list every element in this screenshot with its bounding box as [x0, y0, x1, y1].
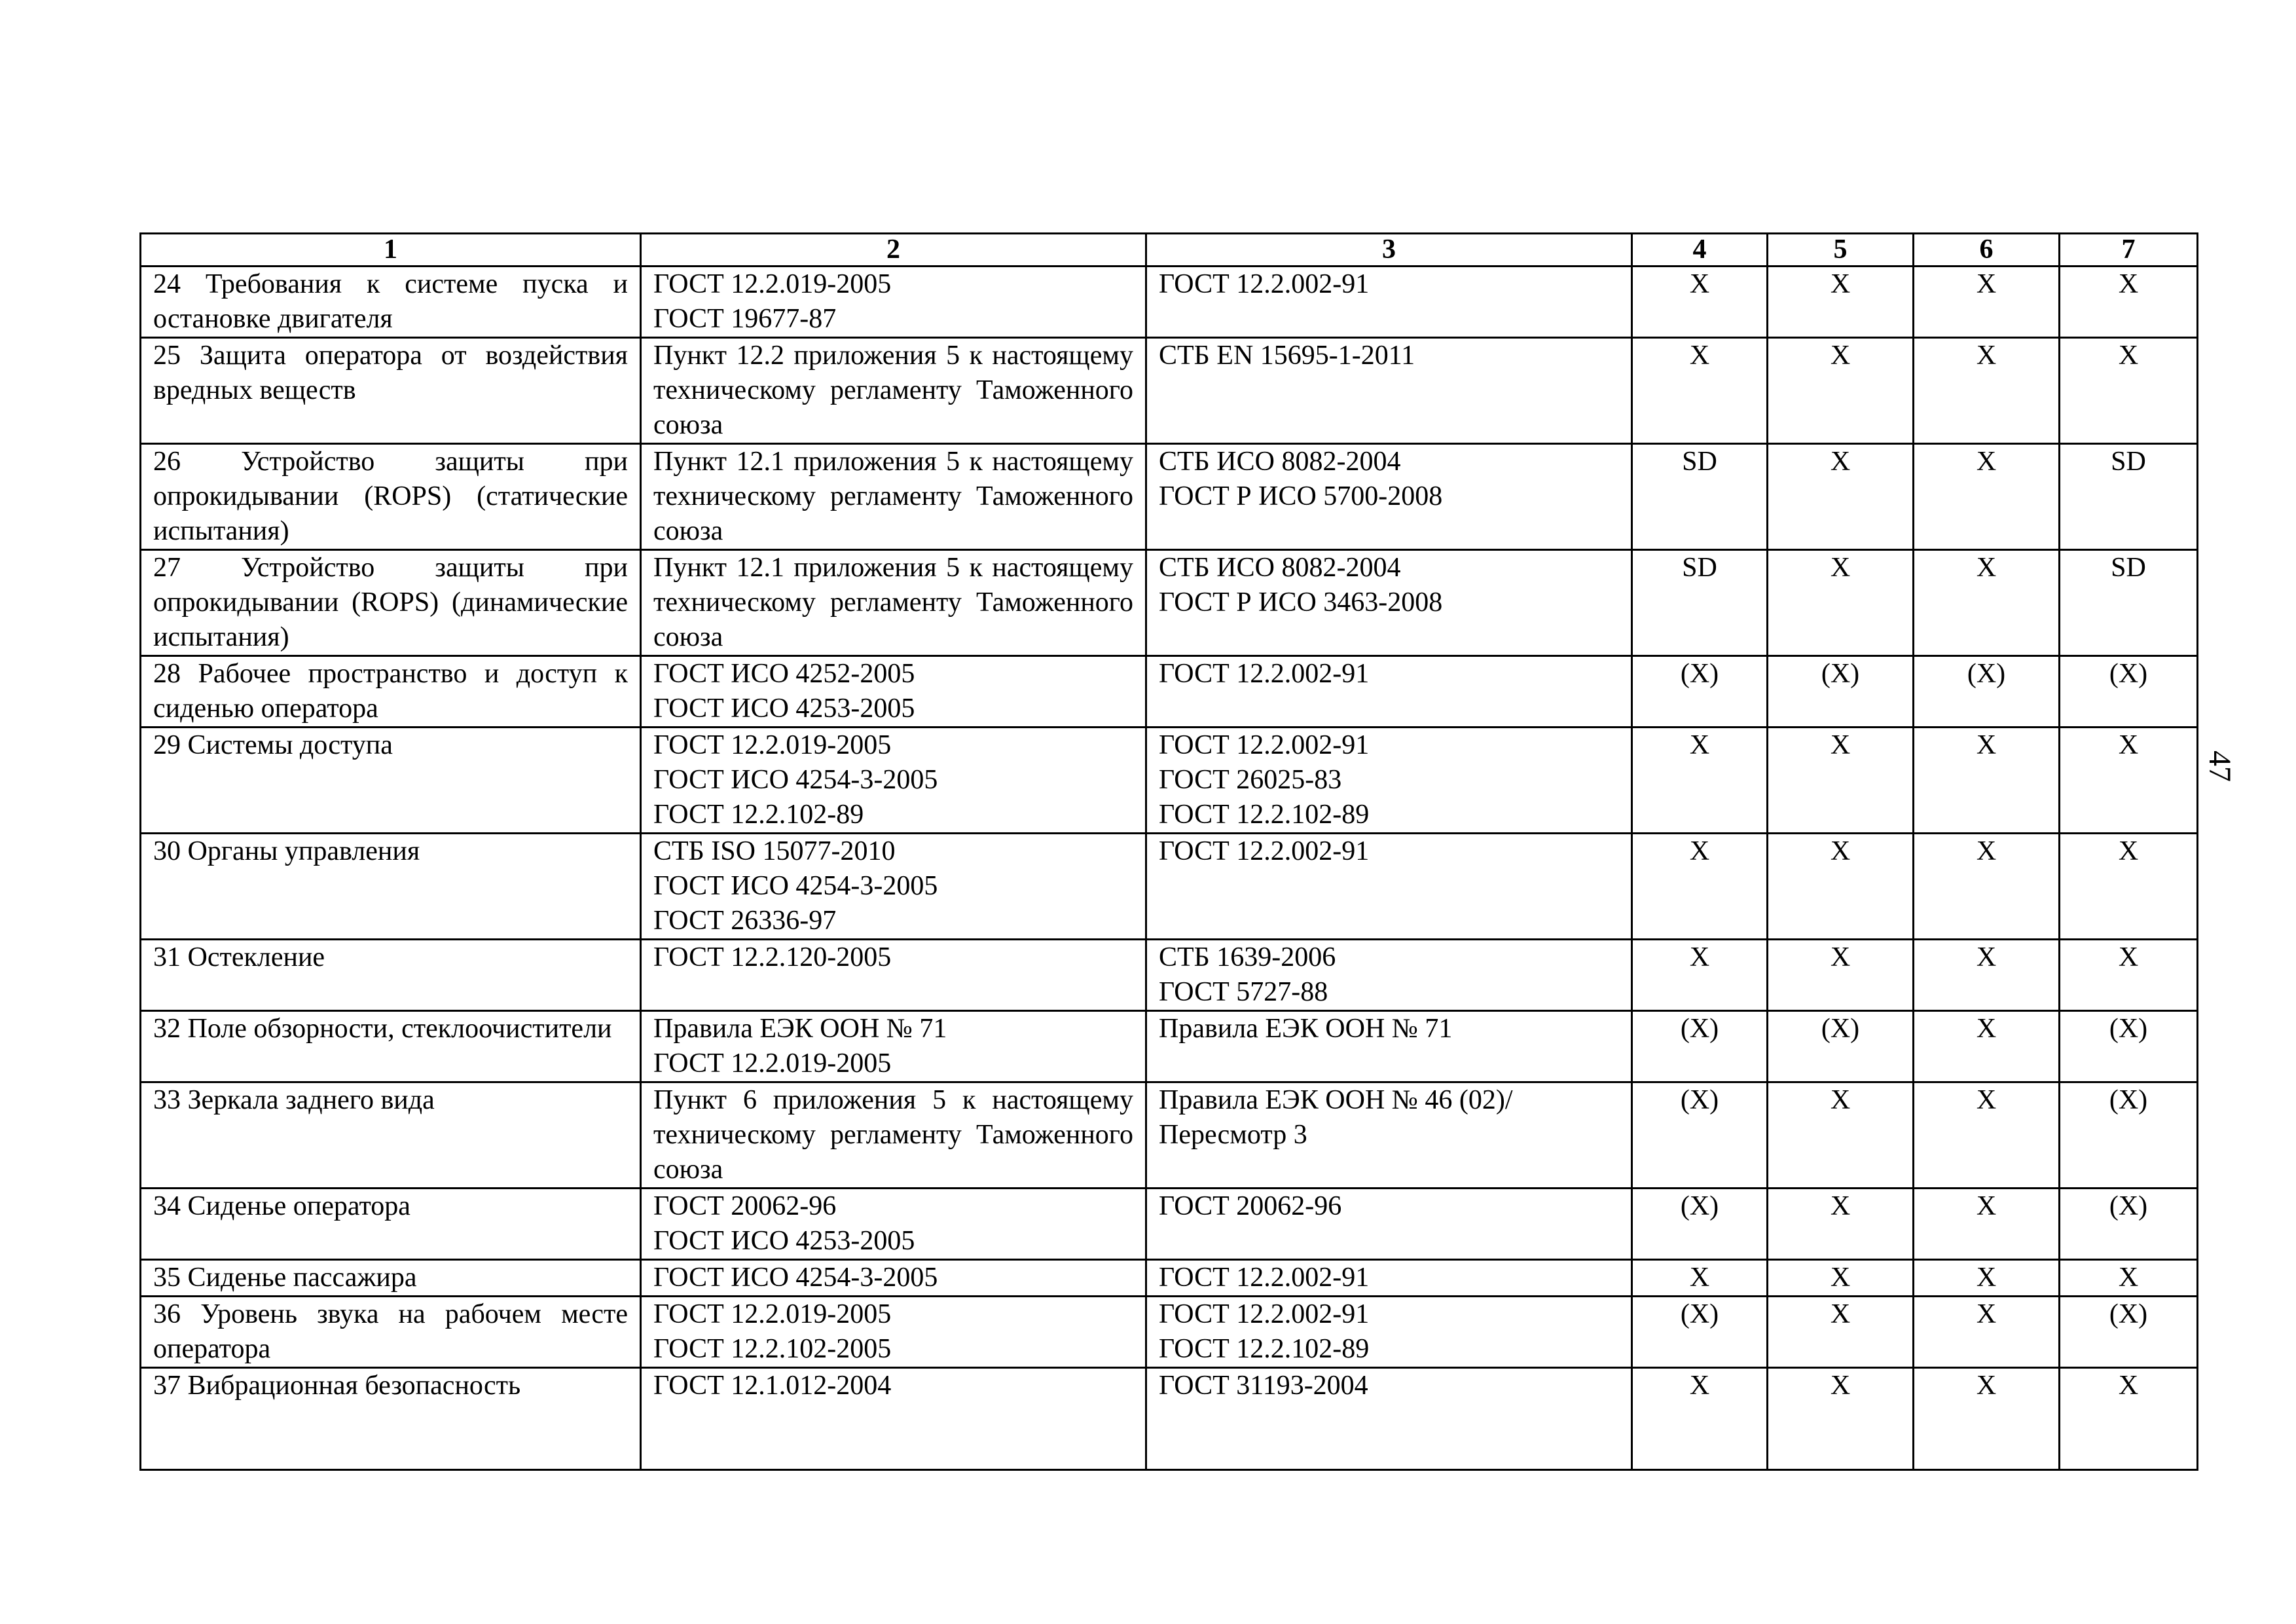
test-method-doc-line: ГОСТ 12.2.002-91: [1159, 659, 1370, 689]
requirement-doc-line: ГОСТ ИСО 4254-3-2005: [653, 1263, 938, 1293]
requirement-doc-line: ГОСТ ИСО 4254-3-2005: [653, 765, 938, 795]
test-method-doc-line: ГОСТ 5727-88: [1159, 977, 1328, 1007]
test-method-docs-cell: [1146, 1368, 1632, 1470]
test-method-docs-cell: [1146, 338, 1632, 444]
requirement-doc-line: ГОСТ 12.2.102-89: [653, 800, 864, 830]
parameter-name-cell: 33 Зеркала заднего вида: [141, 1082, 641, 1189]
applicability-cell-6: X: [1914, 940, 2060, 1011]
applicability-cell-5: (X): [1768, 1011, 1914, 1082]
applicability-cell-7: SD: [2060, 550, 2198, 656]
applicability-cell-4: (X): [1632, 1082, 1768, 1189]
applicability-cell-4: X: [1632, 338, 1768, 444]
table-row: [141, 1368, 2198, 1470]
requirement-docs-cell: [641, 656, 1146, 728]
test-method-doc-line: ГОСТ 12.2.002-91: [1159, 269, 1370, 299]
applicability-cell-7: (X): [2060, 1011, 2198, 1082]
applicability-cell-6: X: [1914, 1297, 2060, 1368]
applicability-cell-5: X: [1768, 1368, 1914, 1470]
table-body: [141, 267, 2198, 1470]
requirement-doc-line: ГОСТ ИСО 4253-2005: [653, 693, 915, 724]
test-method-docs-cell: [1146, 267, 1632, 338]
test-method-docs-cell: [1146, 1260, 1632, 1297]
applicability-cell-7: X: [2060, 1368, 2198, 1470]
test-method-doc-line: Правила ЕЭК ООН № 46 (02)/ Пересмотр 3: [1159, 1085, 1513, 1150]
col-header-3: 3: [1146, 234, 1632, 267]
table-row: [141, 1260, 2198, 1297]
applicability-cell-7: (X): [2060, 656, 2198, 728]
applicability-cell-5: X: [1768, 940, 1914, 1011]
applicability-cell-7: SD: [2060, 444, 2198, 550]
requirement-doc-line: ГОСТ 12.2.019-2005: [653, 1048, 892, 1079]
requirements-table: [139, 232, 2198, 1471]
requirement-doc-line: ГОСТ 12.1.012-2004: [653, 1371, 892, 1401]
applicability-cell-4: SD: [1632, 550, 1768, 656]
parameter-name-cell: 30 Органы управления: [141, 834, 641, 940]
applicability-cell-4: SD: [1632, 444, 1768, 550]
applicability-cell-6: X: [1914, 834, 2060, 940]
requirement-docs-cell: [641, 1189, 1146, 1260]
test-method-doc-line: ГОСТ 12.2.002-91: [1159, 1263, 1370, 1293]
requirement-doc-line: ГОСТ 12.2.102-2005: [653, 1334, 892, 1364]
applicability-cell-7: X: [2060, 940, 2198, 1011]
applicability-cell-5: X: [1768, 1260, 1914, 1297]
requirement-docs-cell: [641, 940, 1146, 1011]
applicability-cell-7: X: [2060, 728, 2198, 834]
test-method-docs-cell: [1146, 1011, 1632, 1082]
parameter-name-cell: 25 Защита оператора от воздействия вредных веществ: [141, 338, 641, 444]
table-row: [141, 267, 2198, 338]
applicability-cell-6: X: [1914, 550, 2060, 656]
table-row: [141, 338, 2198, 444]
applicability-cell-6: X: [1914, 728, 2060, 834]
table-row: [141, 1189, 2198, 1260]
applicability-cell-4: (X): [1632, 1189, 1768, 1260]
applicability-cell-5: X: [1768, 267, 1914, 338]
parameter-name-cell: 29 Системы доступа: [141, 728, 641, 834]
table-row: [141, 1011, 2198, 1082]
applicability-cell-7: X: [2060, 338, 2198, 444]
requirement-docs-cell: [641, 267, 1146, 338]
parameter-name-cell: 26 Устройство защиты при опрокидывании (ROPS) (статические испытания): [141, 444, 641, 550]
table-row: [141, 444, 2198, 550]
test-method-docs-cell: [1146, 444, 1632, 550]
table-row: [141, 656, 2198, 728]
requirement-doc-line: ГОСТ ИСО 4254-3-2005: [653, 871, 938, 901]
applicability-cell-7: X: [2060, 1260, 2198, 1297]
test-method-doc-line: ГОСТ 12.2.102-89: [1159, 1334, 1370, 1364]
requirement-docs-cell: [641, 1260, 1146, 1297]
requirement-docs-cell: [641, 550, 1146, 656]
table-row: [141, 940, 2198, 1011]
requirement-doc-line: ГОСТ 12.2.120-2005: [653, 942, 892, 972]
parameter-name-cell: 36 Уровень звука на рабочем месте оператора: [141, 1297, 641, 1368]
requirement-doc-line: ГОСТ 12.2.019-2005: [653, 269, 892, 299]
applicability-cell-5: X: [1768, 550, 1914, 656]
col-header-2: 2: [641, 234, 1146, 267]
requirement-doc-line: ГОСТ 20062-96: [653, 1191, 837, 1221]
applicability-cell-6: X: [1914, 338, 2060, 444]
applicability-cell-4: X: [1632, 834, 1768, 940]
applicability-cell-4: (X): [1632, 1011, 1768, 1082]
test-method-docs-cell: [1146, 834, 1632, 940]
page-number: 47: [2202, 750, 2237, 782]
requirement-doc-line: ГОСТ 19677-87: [653, 304, 837, 334]
requirement-doc-line: Пункт 12.2 приложения 5 к настоящему техническому регламенту Таможенного союза: [653, 341, 1133, 440]
applicability-cell-5: (X): [1768, 656, 1914, 728]
applicability-cell-6: X: [1914, 1011, 2060, 1082]
table-row: [141, 550, 2198, 656]
test-method-doc-line: ГОСТ 31193-2004: [1159, 1371, 1368, 1401]
test-method-doc-line: ГОСТ Р ИСО 3463-2008: [1159, 587, 1443, 618]
test-method-doc-line: ГОСТ Р ИСО 5700-2008: [1159, 481, 1443, 511]
applicability-cell-5: X: [1768, 1189, 1914, 1260]
applicability-cell-7: (X): [2060, 1189, 2198, 1260]
requirement-docs-cell: [641, 1011, 1146, 1082]
applicability-cell-5: X: [1768, 444, 1914, 550]
applicability-cell-4: X: [1632, 728, 1768, 834]
test-method-doc-line: СТБ EN 15695-1-2011: [1159, 341, 1415, 371]
test-method-doc-line: ГОСТ 12.2.002-91: [1159, 730, 1370, 760]
applicability-cell-4: (X): [1632, 1297, 1768, 1368]
test-method-doc-line: ГОСТ 12.2.102-89: [1159, 800, 1370, 830]
applicability-cell-6: X: [1914, 1368, 2060, 1470]
col-header-4: 4: [1632, 234, 1768, 267]
applicability-cell-4: X: [1632, 940, 1768, 1011]
parameter-name-cell: 28 Рабочее пространство и доступ к сиденью оператора: [141, 656, 641, 728]
applicability-cell-7: X: [2060, 267, 2198, 338]
applicability-cell-5: X: [1768, 1297, 1914, 1368]
col-header-6: 6: [1914, 234, 2060, 267]
applicability-cell-6: X: [1914, 1189, 2060, 1260]
applicability-cell-4: X: [1632, 1368, 1768, 1470]
requirement-doc-line: Пункт 12.1 приложения 5 к настоящему техническому регламенту Таможенного союза: [653, 553, 1133, 652]
requirement-doc-line: ГОСТ 12.2.019-2005: [653, 730, 892, 760]
requirement-docs-cell: [641, 338, 1146, 444]
test-method-docs-cell: [1146, 656, 1632, 728]
requirement-docs-cell: [641, 728, 1146, 834]
parameter-name-cell: 37 Вибрационная безопасность: [141, 1368, 641, 1470]
requirement-docs-cell: [641, 1368, 1146, 1470]
applicability-cell-4: X: [1632, 267, 1768, 338]
table-row: [141, 1082, 2198, 1189]
applicability-cell-6: X: [1914, 267, 2060, 338]
parameter-name-cell: 32 Поле обзорности, стеклоочистители: [141, 1011, 641, 1082]
test-method-docs-cell: [1146, 1189, 1632, 1260]
test-method-docs-cell: [1146, 728, 1632, 834]
applicability-cell-6: X: [1914, 444, 2060, 550]
requirement-doc-line: ГОСТ ИСО 4253-2005: [653, 1226, 915, 1256]
test-method-doc-line: ГОСТ 20062-96: [1159, 1191, 1342, 1221]
applicability-cell-5: X: [1768, 728, 1914, 834]
applicability-cell-6: X: [1914, 1260, 2060, 1297]
col-header-5: 5: [1768, 234, 1914, 267]
test-method-doc-line: СТБ ИСО 8082-2004: [1159, 553, 1401, 583]
applicability-cell-6: (X): [1914, 656, 2060, 728]
requirement-docs-cell: [641, 444, 1146, 550]
requirement-doc-line: ГОСТ ИСО 4252-2005: [653, 659, 915, 689]
applicability-cell-7: (X): [2060, 1082, 2198, 1189]
test-method-docs-cell: [1146, 940, 1632, 1011]
applicability-cell-5: X: [1768, 338, 1914, 444]
test-method-docs-cell: [1146, 1297, 1632, 1368]
requirement-docs-cell: [641, 1082, 1146, 1189]
applicability-cell-7: X: [2060, 834, 2198, 940]
test-method-doc-line: СТБ 1639-2006: [1159, 942, 1336, 972]
requirement-docs-cell: [641, 1297, 1146, 1368]
parameter-name-cell: 35 Сиденье пассажира: [141, 1260, 641, 1297]
test-method-doc-line: ГОСТ 12.2.002-91: [1159, 836, 1370, 866]
applicability-cell-5: X: [1768, 834, 1914, 940]
requirement-doc-line: СТБ ISO 15077-2010: [653, 836, 896, 866]
parameter-name-cell: 27 Устройство защиты при опрокидывании (ROPS) (динамические испытания): [141, 550, 641, 656]
test-method-doc-line: Правила ЕЭК ООН № 71: [1159, 1014, 1453, 1044]
parameter-name-cell: 34 Сиденье оператора: [141, 1189, 641, 1260]
applicability-cell-5: X: [1768, 1082, 1914, 1189]
requirement-docs-cell: [641, 834, 1146, 940]
test-method-doc-line: ГОСТ 12.2.002-91: [1159, 1299, 1370, 1329]
parameter-name-cell: 24 Требования к системе пуска и остановке двигателя: [141, 267, 641, 338]
table-row: [141, 1297, 2198, 1368]
col-header-7: 7: [2060, 234, 2198, 267]
requirement-doc-line: ГОСТ 12.2.019-2005: [653, 1299, 892, 1329]
test-method-docs-cell: [1146, 550, 1632, 656]
requirement-doc-line: Правила ЕЭК ООН № 71: [653, 1014, 947, 1044]
parameter-name-cell: 31 Остекление: [141, 940, 641, 1011]
header-row: [141, 234, 2198, 267]
requirement-doc-line: ГОСТ 26336-97: [653, 906, 837, 936]
requirement-doc-line: Пункт 12.1 приложения 5 к настоящему техническому регламенту Таможенного союза: [653, 447, 1133, 546]
requirement-doc-line: Пункт 6 приложения 5 к настоящему техническому регламенту Таможенного союза: [653, 1085, 1133, 1185]
test-method-doc-line: ГОСТ 26025-83: [1159, 765, 1342, 795]
col-header-1: 1: [141, 234, 641, 267]
table-row: [141, 728, 2198, 834]
applicability-cell-4: X: [1632, 1260, 1768, 1297]
applicability-cell-4: (X): [1632, 656, 1768, 728]
table-row: [141, 834, 2198, 940]
test-method-doc-line: СТБ ИСО 8082-2004: [1159, 447, 1401, 477]
applicability-cell-7: (X): [2060, 1297, 2198, 1368]
applicability-cell-6: X: [1914, 1082, 2060, 1189]
test-method-docs-cell: [1146, 1082, 1632, 1189]
